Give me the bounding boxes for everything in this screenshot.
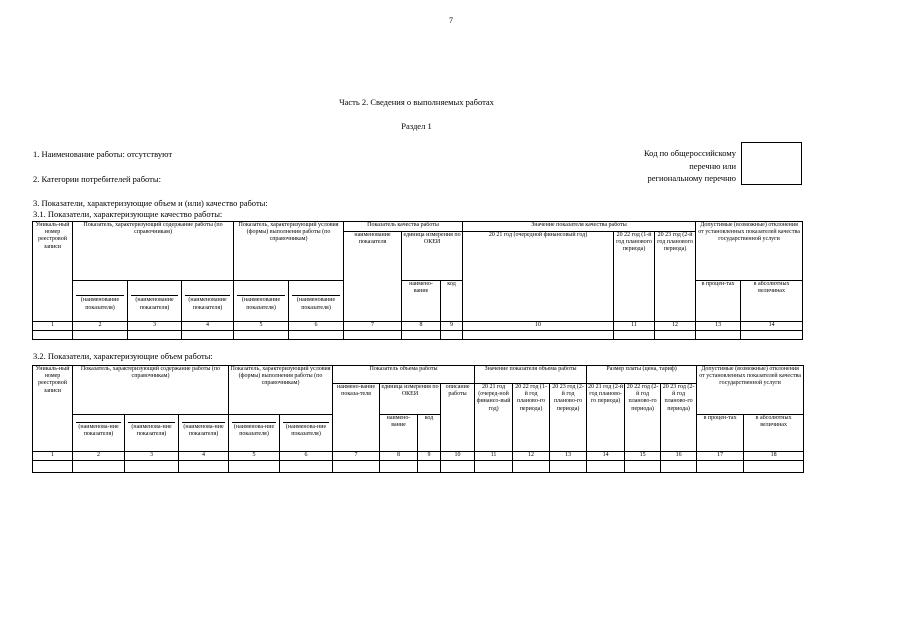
column-number-6: 6 [280,452,333,461]
data-cell-3[interactable] [125,461,179,473]
h-year2: 20 22 год (1-й год планового периода) [614,232,655,322]
data-cell-6[interactable] [289,331,344,340]
column-number-5: 5 [229,452,280,461]
sub-name2-2: (наименова-ние показателя) [125,415,179,452]
column-number-2: 2 [73,322,128,331]
h-conditions-2: Показатель, характеризующий условия (формы) выполнения работы (по справочникам) [229,366,333,415]
column-number-12: 12 [513,452,550,461]
column-number-11: 11 [475,452,513,461]
data-cell-9[interactable] [418,461,441,473]
h-content: Показатель, характеризующий содержание работы (по справочникам) [73,222,234,281]
data-cell-2[interactable] [73,331,128,340]
column-number-6: 6 [289,322,344,331]
column-number-18: 18 [744,452,804,461]
section-title: Раздел 1 [401,121,432,131]
data-cell-11[interactable] [614,331,655,340]
data-cell-6[interactable] [280,461,333,473]
data-cell-11[interactable] [475,461,513,473]
h-percent-2: в процен-тах [697,415,744,452]
column-number-14: 14 [587,452,625,461]
volume-subheading: 3.2. Показатели, характеризующие объем работы: [33,351,213,361]
h-unit: единица измерения по ОКЕИ [402,232,463,281]
quality-subheading: 3.1. Показатели, характеризующие качество работы: [33,209,223,219]
column-number-13: 13 [696,322,741,331]
column-number-7: 7 [333,452,380,461]
okved-line1: Код по общероссийскому [643,148,736,158]
h-volume: Показатель объема работы [333,366,475,384]
data-cell-10[interactable] [463,331,614,340]
data-cell-16[interactable] [661,461,697,473]
data-cell-7[interactable] [344,331,402,340]
column-number-1: 1 [33,322,73,331]
data-cell-15[interactable] [625,461,661,473]
indicators-heading: 3. Показатели, характеризующие объем и (или) качество работы: [33,198,268,208]
h-volume-name: наимено-вание показа-теля [333,384,380,452]
sub-name2-1: (наименова-ние показателя) [73,415,125,452]
data-cell-5[interactable] [229,461,280,473]
data-cell-1[interactable] [33,461,73,473]
h-deviation-2: Допустимые (возможные) отклонения от установленных показателей качества государственной услуги [697,366,804,415]
h-unique-number: Уникаль-ный номер реестровой записи [33,222,73,322]
column-number-17: 17 [697,452,744,461]
column-number-10: 10 [463,322,614,331]
data-cell-12[interactable] [513,461,550,473]
data-cell-13[interactable] [550,461,587,473]
okved-line2: перечню или [689,160,736,171]
h-value-2: Значение показателя объема работы [475,366,587,384]
h-year3: 20 23 год (2-й год планового периода) [655,232,696,322]
column-number-16: 16 [661,452,697,461]
data-cell-14[interactable] [587,461,625,473]
column-number-9: 9 [441,322,463,331]
okved-code-box[interactable] [741,142,802,185]
h-p-year2: 20 22 год (2-й год планово-го периода) [625,384,661,452]
column-number-4: 4 [182,322,234,331]
data-cell-18[interactable] [744,461,804,473]
column-number-13: 13 [550,452,587,461]
h-content-2: Показатель, характеризующий содержание работы (по справочникам) [73,366,229,415]
data-cell-5[interactable] [234,331,289,340]
volume-table [32,365,804,473]
data-cell-3[interactable] [128,331,182,340]
data-cell-1[interactable] [33,331,73,340]
okved-line3: региональному перечню [647,173,736,183]
h-deviation: Допустимые (возможные) отклонения от установленных показателей качества государственной услуги [696,222,803,281]
data-cell-13[interactable] [696,331,741,340]
data-cell-8[interactable] [402,331,441,340]
column-number-3: 3 [125,452,179,461]
column-number-9: 9 [418,452,441,461]
work-name-field: 1. Наименование работы: отсутствуют [33,149,173,159]
h-unit-name: наимено-вание [402,281,441,322]
data-cell-2[interactable] [73,461,125,473]
data-cell-17[interactable] [697,461,744,473]
h-v-year3: 20 23 год (2-й год планово-го периода) [550,384,587,452]
h-price: Размер платы (цена, тариф) [587,366,697,384]
sub-name-1: (наименование показателя) [73,281,128,322]
h-percent: в процен-тах [696,281,741,322]
h-value: Значение показателя качества работы [463,222,696,232]
column-number-1: 1 [33,452,73,461]
data-cell-14[interactable] [741,331,803,340]
h-unit-code: код [441,281,463,322]
sub-name-2: (наименование показателя) [128,281,182,322]
column-number-4: 4 [179,452,229,461]
page-number: 7 [449,16,453,25]
h-unit-code-2: код [418,415,441,452]
h-absolute-2: в абсолютных величинах [744,415,804,452]
h-v-year1: 20 21 год (очеред-ной финансо-вый год) [475,384,513,452]
column-number-15: 15 [625,452,661,461]
column-number-7: 7 [344,322,402,331]
column-number-3: 3 [128,322,182,331]
h-quality: Показатель качества работы [344,222,463,232]
data-cell-10[interactable] [441,461,475,473]
data-cell-4[interactable] [182,331,234,340]
column-number-10: 10 [441,452,475,461]
sub-name2-3: (наименова-ние показателя) [179,415,229,452]
column-number-12: 12 [655,322,696,331]
column-number-5: 5 [234,322,289,331]
h-quality-name: наименование показателя [344,232,402,322]
column-number-8: 8 [380,452,418,461]
column-number-8: 8 [402,322,441,331]
sub-name2-4: (наименова-ние показателя) [229,415,280,452]
h-unit-2: единица измерения по ОКЕИ [380,384,441,415]
h-p-year3: 20 23 год (2-й год планово-го периода) [661,384,697,452]
data-cell-4[interactable] [179,461,229,473]
sub-name-3: (наименование показателя) [182,281,234,322]
data-cell-9[interactable] [441,331,463,340]
column-number-2: 2 [73,452,125,461]
h-unique-number-2: Уникаль-ный номер реестровой записи [33,366,73,452]
h-conditions: Показатель, характеризующий условия (формы) выполнения работы (по справочникам) [234,222,344,281]
h-absolute: в абсолютных величинах [741,281,803,322]
column-number-14: 14 [741,322,803,331]
consumers-field: 2. Категории потребителей работы: [33,174,161,184]
column-number-11: 11 [614,322,655,331]
sub-name2-5: (наименова-ние показателя) [280,415,333,452]
h-unit-name-2: наимено-вание [380,415,418,452]
h-v-year2: 20 22 год (1-й год планово-го периода) [513,384,550,452]
quality-table [32,221,803,340]
data-cell-8[interactable] [380,461,418,473]
sub-name-5: (наименование показателя) [289,281,344,322]
data-cell-12[interactable] [655,331,696,340]
h-description: описание работы [441,384,475,452]
data-cell-7[interactable] [333,461,380,473]
sub-name-4: (наименование показателя) [234,281,289,322]
h-year1: 20 21 год (очередной финансовый год) [463,232,614,322]
h-p-year1: 20 21 год (2-й год планово-го периода) [587,384,625,452]
part-title: Часть 2. Сведения о выполняемых работах [339,97,494,107]
okved-label [644,147,736,185]
